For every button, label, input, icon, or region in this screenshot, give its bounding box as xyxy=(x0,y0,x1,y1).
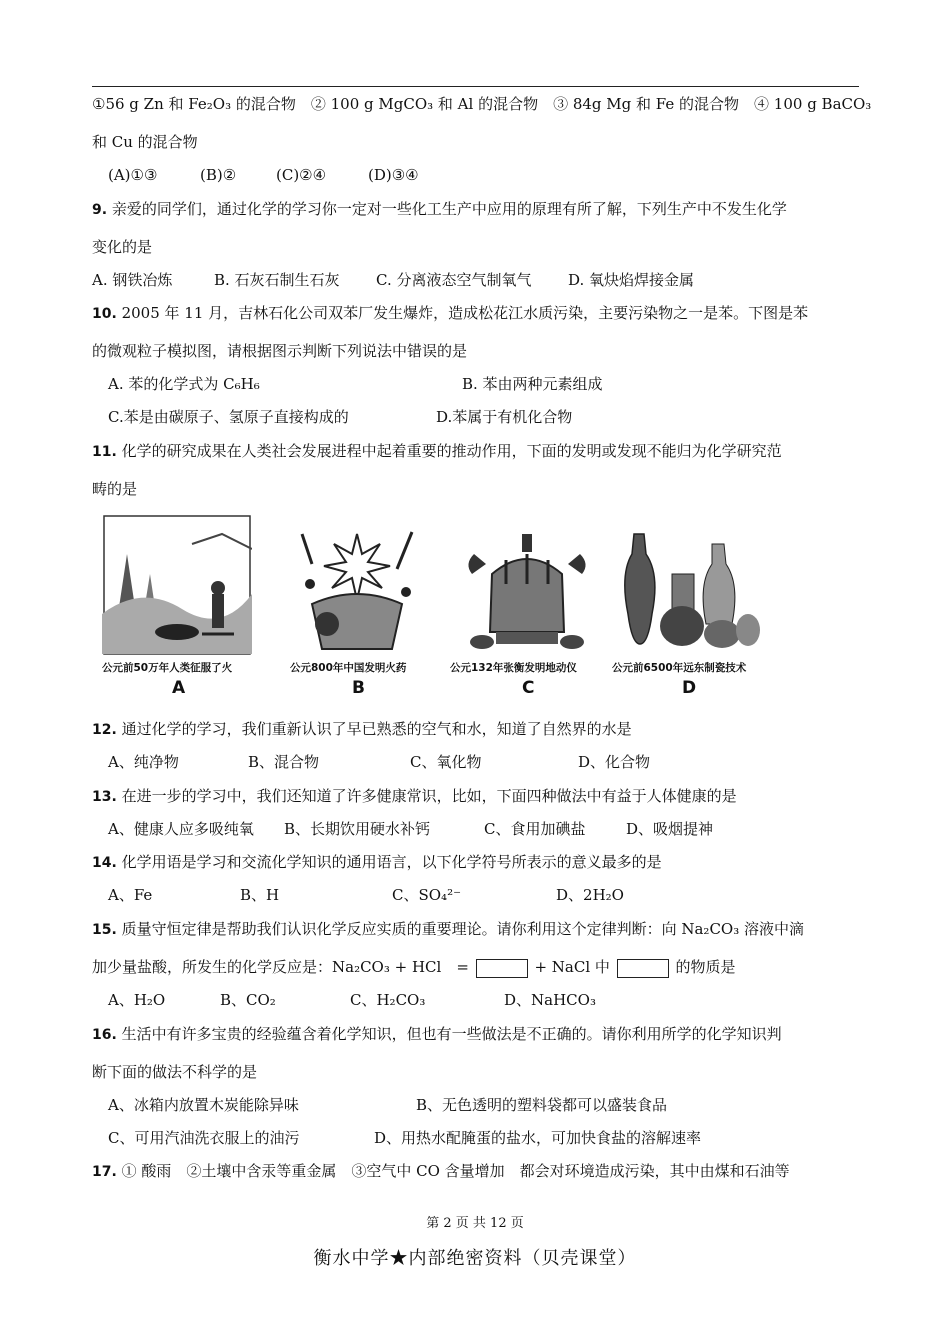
q8-option-a: (A)①③ xyxy=(108,166,158,184)
q13-line1 xyxy=(92,785,737,808)
fire-scene-illustration xyxy=(102,514,252,656)
q12-option-d: D、化合物 xyxy=(578,753,651,771)
q11-line1 xyxy=(92,440,782,463)
q8-option-d: (D)③④ xyxy=(368,166,419,184)
figure-b-caption: 公元800年中国发明火药 xyxy=(290,662,407,674)
q17-stem: ① 酸雨 ②土壤中含汞等重金属 ③空气中 CO 含量增加 都会对环境造成污染，其中由煤和石油等 xyxy=(121,1162,790,1180)
q11-stem: 化学的研究成果在人类社会发展进程中起着重要的推动作用，下面的发明或发现不能归为化学研究范 xyxy=(121,442,782,460)
q11-number: 11. xyxy=(92,444,117,460)
q17-line1 xyxy=(92,1160,790,1183)
q16-line1 xyxy=(92,1023,782,1046)
q10-option-c: C.苯是由碳原子、氢原子直接构成的 xyxy=(108,408,349,426)
q16-option-b: B、无色透明的塑料袋都可以盛装食品 xyxy=(416,1096,668,1114)
q12-stem: 通过化学的学习，我们重新认识了早已熟悉的空气和水，知道了自然界的水是 xyxy=(121,720,632,738)
q10-option-a: A. 苯的化学式为 C₆H₆ xyxy=(108,375,260,393)
q9-line1 xyxy=(92,198,787,221)
q9-option-b: B. 石灰石制生石灰 xyxy=(214,271,340,289)
q15-option-b: B、CO₂ xyxy=(220,991,276,1009)
figure-a-caption: 公元前50万年人类征服了火 xyxy=(102,662,233,674)
q13-option-a: A、健康人应多吸纯氧 xyxy=(108,820,254,838)
figure-a xyxy=(102,506,252,706)
figure-b-letter: B xyxy=(352,678,365,698)
q15-line1 xyxy=(92,918,804,941)
q14-option-c: C、SO₄²⁻ xyxy=(392,886,461,904)
figure-c-letter: C xyxy=(522,678,535,698)
q16-number: 16. xyxy=(92,1027,117,1043)
q12-line1 xyxy=(92,718,632,741)
q15-line2 xyxy=(92,956,736,978)
q15-blank-2[interactable] xyxy=(617,959,669,978)
q16-option-a: A、冰箱内放置木炭能除异味 xyxy=(108,1096,299,1114)
footer-brand: 衡水中学★内部绝密资料（贝壳课堂） xyxy=(313,1248,637,1269)
q11-figures xyxy=(92,506,752,706)
q14-option-a: A、Fe xyxy=(108,886,153,904)
q14-option-d: D、2H₂O xyxy=(556,886,624,904)
q10-line2: 的微观粒子模拟图，请根据图示判断下列说法中错误的是 xyxy=(92,342,468,360)
q16-option-d: D、用热水配腌蛋的盐水，可加快食盐的溶解速率 xyxy=(374,1129,702,1147)
q9-number: 9. xyxy=(92,202,108,218)
q16-line2: 断下面的做法不科学的是 xyxy=(92,1063,258,1081)
q12-option-c: C、氧化物 xyxy=(410,753,482,771)
q15-option-d: D、NaHCO₃ xyxy=(504,991,596,1009)
q16-stem: 生活中有许多宝贵的经验蕴含着化学知识，但也有一些做法是不正确的。请你利用所学的化学知识判 xyxy=(121,1025,782,1043)
q15-equation-left: 加少量盐酸，所发生的化学反应是：Na₂CO₃ + HCl = xyxy=(92,958,469,976)
q8-option-c: (C)②④ xyxy=(276,166,327,184)
q8-line2: 和 Cu 的混合物 xyxy=(92,133,198,151)
q13-option-b: B、长期饮用硬水补钙 xyxy=(284,820,431,838)
q10-stem: 2005 年 11 月，吉林石化公司双苯厂发生爆炸，造成松花江水质污染，主要污染物之一是苯。下图是苯 xyxy=(121,304,809,322)
q14-number: 14. xyxy=(92,855,117,871)
q12-number: 12. xyxy=(92,722,117,738)
q15-stem: 质量守恒定律是帮助我们认识化学反应实质的重要理论。请你利用这个定律判断：向 Na₂CO₃ 溶液中滴 xyxy=(121,920,805,938)
q16-option-c: C、可用汽油洗衣服上的油污 xyxy=(108,1129,300,1147)
q15-option-a: A、H₂O xyxy=(108,991,166,1009)
q10-option-d: D.苯属于有机化合物 xyxy=(436,408,573,426)
q13-number: 13. xyxy=(92,789,117,805)
q12-option-b: B、混合物 xyxy=(248,753,320,771)
q13-stem: 在进一步的学习中，我们还知道了许多健康常识，比如，下面四种做法中有益于人体健康的是 xyxy=(121,787,737,805)
q10-line1 xyxy=(92,302,808,325)
figure-c xyxy=(452,506,602,706)
q13-option-c: C、食用加碘盐 xyxy=(484,820,586,838)
gunpowder-illustration xyxy=(282,514,432,656)
q8-option-b: (B)② xyxy=(200,166,237,184)
q10-number: 10. xyxy=(92,306,117,322)
q15-blank-1[interactable] xyxy=(476,959,528,978)
q15-number: 15. xyxy=(92,922,117,938)
q9-line2: 变化的是 xyxy=(92,238,153,256)
q9-option-a: A. 钢铁冶炼 xyxy=(92,271,173,289)
porcelain-illustration xyxy=(612,514,762,656)
q9-option-c: C. 分离液态空气制氧气 xyxy=(376,271,532,289)
figure-a-letter: A xyxy=(172,678,186,698)
header-rule xyxy=(92,86,859,87)
figure-d-letter: D xyxy=(682,678,697,698)
q15-equation-right: + NaCl 中 xyxy=(534,958,610,976)
q9-stem: 亲爱的同学们，通过化学的学习你一定对一些化工生产中应用的原理有所了解，下列生产中不发生化学 xyxy=(111,200,787,218)
q11-line2: 畴的是 xyxy=(92,480,138,498)
q13-option-d: D、吸烟提神 xyxy=(626,820,714,838)
figure-d xyxy=(612,506,762,706)
q17-number: 17. xyxy=(92,1164,117,1180)
seismograph-illustration xyxy=(452,514,602,656)
q12-option-a: A、纯净物 xyxy=(108,753,179,771)
q14-option-b: B、H xyxy=(240,886,280,904)
figure-b xyxy=(282,506,432,706)
q15-equation-end: 的物质是 xyxy=(675,958,736,976)
q9-option-d: D. 氧炔焰焊接金属 xyxy=(568,271,695,289)
q15-option-c: C、H₂CO₃ xyxy=(350,991,426,1009)
page-number: 第 2 页 共 12 页 xyxy=(426,1216,524,1231)
figure-c-caption: 公元132年张衡发明地动仪 xyxy=(450,662,577,674)
q10-option-b: B. 苯由两种元素组成 xyxy=(462,375,603,393)
figure-d-caption: 公元前6500年远东制瓷技术 xyxy=(612,662,747,674)
q14-stem: 化学用语是学习和交流化学知识的通用语言，以下化学符号所表示的意义最多的是 xyxy=(121,853,662,871)
q14-line1 xyxy=(92,851,662,874)
q8-line1: ①56 g Zn 和 Fe₂O₃ 的混合物 ② 100 g MgCO₃ 和 Al 的混合物 ③ 84g Mg 和 Fe 的混合物 ④ 100 g BaCO₃ xyxy=(92,95,872,113)
